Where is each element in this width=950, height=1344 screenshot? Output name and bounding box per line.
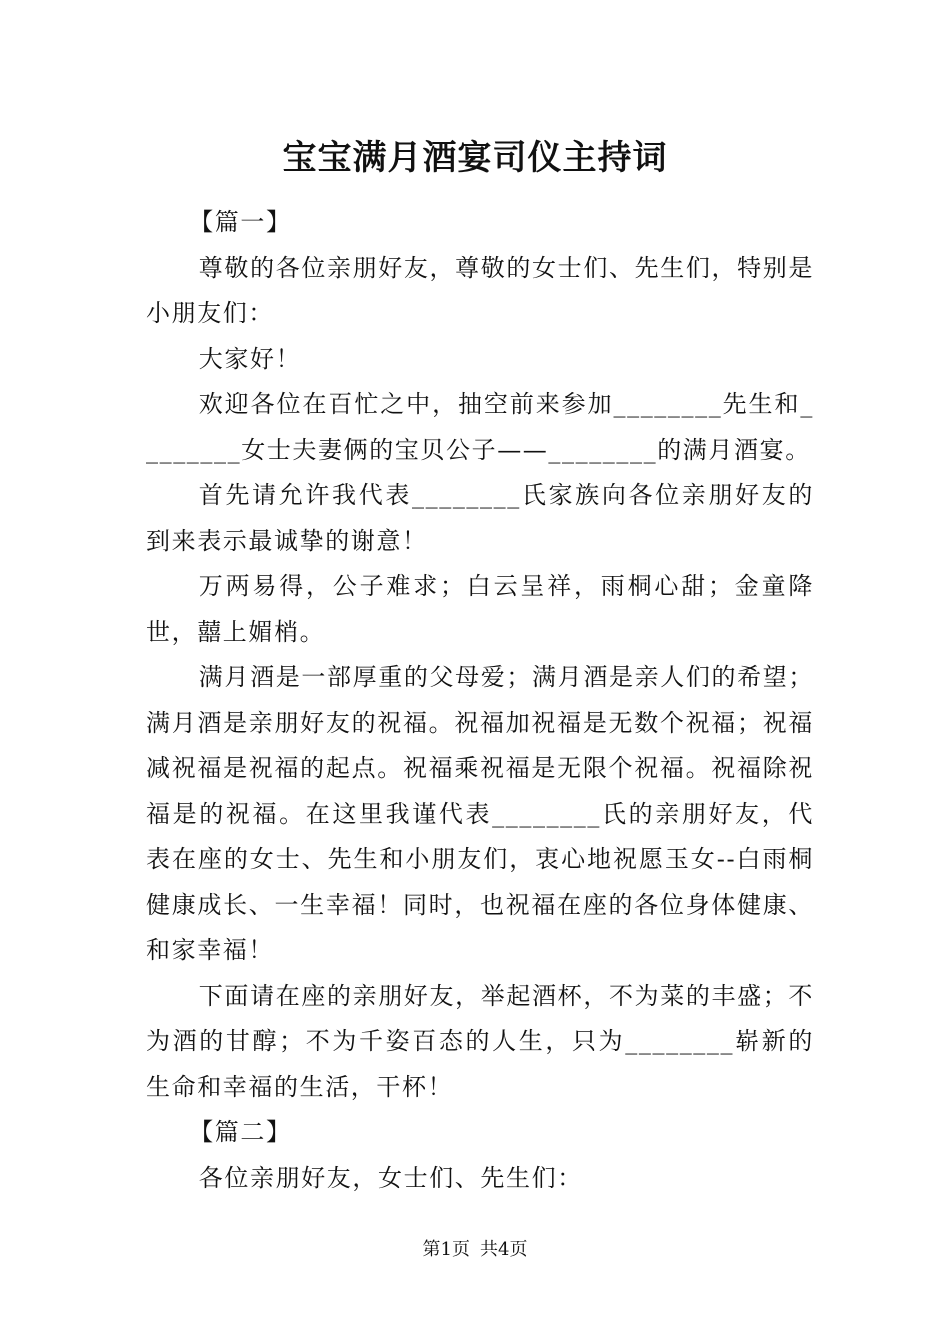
paragraph: 满月酒是一部厚重的父母爱；满月酒是亲人们的希望；满月酒是亲朋好友的祝福。祝福加祝福是无数个祝福；祝福减祝福是祝福的起点。祝福乘祝福是无限个祝福。祝福除祝福是的祝福。在这里我谨代表________氏的亲朋好友，代表在座的女士、先生和小朋友们，衷心地祝愿玉女--白雨桐健康成长、一生幸福！同时，也祝福在座的各位身体健康、和家幸福！ — [146, 663, 814, 964]
section-heading-2: 【篇二】 — [189, 1118, 292, 1146]
paragraph: 尊敬的各位亲朋好友，尊敬的女士们、先生们，特别是小朋友们： — [146, 253, 814, 327]
page-number: 第1页 — [422, 1239, 470, 1260]
section-heading-1: 【篇一】 — [189, 208, 292, 236]
document-title: 宝宝满月酒宴司仪主持词 — [282, 138, 668, 178]
paragraph: 首先请允许我代表________氏家族向各位亲朋好友的到来表示最诚挚的谢意！ — [146, 481, 814, 555]
paragraph: 欢迎各位在百忙之中，抽空前来参加________先生和________女士夫妻俩的宝贝公子——________的满月酒宴。 — [146, 390, 814, 464]
page-footer — [0, 1238, 950, 1262]
paragraph: 下面请在座的亲朋好友，举起酒杯，不为菜的丰盛；不为酒的甘醇；不为千姿百态的人生，只为________崭新的生命和幸福的生活，干杯！ — [146, 981, 814, 1101]
paragraph: 各位亲朋好友，女士们、先生们： — [198, 1163, 583, 1192]
paragraph: 万两易得，公子难求；白云呈祥，雨桐心甜；金童降世，囍上媚梢。 — [146, 572, 814, 646]
document-body — [146, 200, 814, 1201]
paragraph: 大家好！ — [198, 344, 302, 373]
page-total: 共4页 — [480, 1239, 528, 1260]
